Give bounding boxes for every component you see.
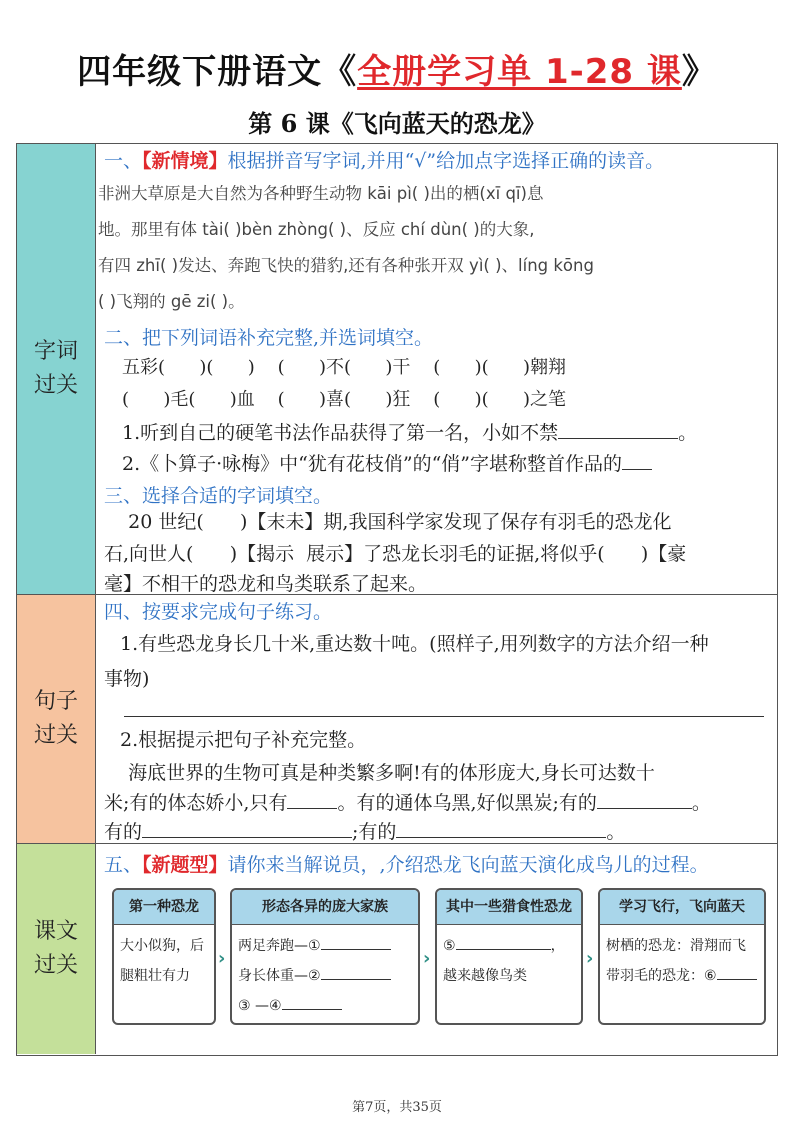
category-text-label: 课文 过关 [33, 919, 78, 978]
passage-line [104, 815, 625, 849]
section1-text: 根据拼音写字词,并用“√”给加点字选择正确的读音。 [227, 150, 665, 172]
passage-text: ;有的 [352, 821, 397, 843]
page-footer: 第7页，共35页 [352, 1100, 442, 1115]
passage-line: 有四 zhī( )发达、奔跑飞快的猎豹,还有各种张开双 yì( )、líng kōng [98, 256, 594, 275]
question-text: 2.根据提示把句子补充完整。 [120, 729, 367, 751]
question-end: 。 [678, 422, 698, 444]
section3-heading: 三、选择合适的字词填空。 [104, 485, 333, 507]
arrow-right-icon: › [218, 948, 226, 969]
category-sentence-label: 句子 过关 [33, 689, 78, 748]
card-line-text: ， [550, 938, 565, 954]
card-line-text: ⑤ [443, 938, 456, 954]
passage-line: 非洲大草原是大自然为各种野生动物 kāi pì( )出的栖(xī qī)息 [98, 184, 544, 203]
section1-heading [104, 146, 664, 173]
title-prefix: 四年级下册语文《 [77, 52, 358, 92]
answer-blank[interactable] [142, 818, 352, 838]
card-body [232, 925, 418, 1025]
card-title: 学习飞行，飞向蓝天 [600, 890, 764, 925]
section5-text: 请你来当解说员，,介绍恐龙飞向蓝天演化成鸟儿的过程。 [227, 854, 709, 876]
category-sentence [17, 594, 96, 843]
passage-line: 石,向世人( )【揭示 展示】了恐龙长羽毛的证据,将似乎( )【豪 [104, 543, 687, 565]
category-word-label: 字词 过关 [33, 339, 78, 398]
passage-line: 海底世界的生物可真是种类繁多啊!有的体形庞大,身长可达数十 [104, 762, 655, 784]
answer-blank[interactable] [456, 935, 551, 950]
flow-card-3 [435, 888, 583, 1025]
answer-blank[interactable] [558, 419, 678, 439]
card-body [437, 925, 581, 997]
flow-card-4 [598, 888, 766, 1025]
card-line-text: 带羽毛的恐龙：⑥ [606, 968, 717, 984]
passage-line: 20 世纪( )【末未】期,我国科学家发现了保存有羽毛的恐龙化 [104, 511, 672, 533]
section1-number: 一、 [104, 150, 143, 172]
passage-text: 。 [606, 821, 626, 843]
card-title: 第一种恐龙 [114, 890, 214, 925]
card-line-text: 两足奔跑—① [238, 938, 321, 954]
passage-text: 米;有的体态娇小,只有 [104, 792, 288, 814]
arrow-right-icon: › [586, 948, 594, 969]
question-text: 2.《卜算子·咏梅》中“犹有花枝俏”的“俏”字堪称整首作品的 [122, 453, 623, 475]
flow-card-2 [230, 888, 420, 1025]
card-line-text: ③ —④ [238, 998, 282, 1014]
answer-blank[interactable] [396, 818, 606, 838]
answer-blank[interactable] [282, 995, 342, 1010]
passage-text: 有的 [104, 821, 143, 843]
card-line [443, 931, 575, 961]
card-line [606, 961, 758, 991]
section4-heading: 四、按要求完成句子练习。 [104, 601, 333, 623]
page-title [0, 44, 794, 93]
question-text: 1.听到自己的硬笔书法作品获得了第一名，小如不禁 [122, 422, 559, 444]
passage-line: 地。那里有体 tài( )bèn zhòng( )、反应 chí dùn( )的大象, [98, 220, 535, 239]
arrow-right-icon: › [423, 948, 431, 969]
card-title: 其中一些猎食性恐龙 [437, 890, 581, 925]
flow-card-1 [112, 888, 216, 1025]
card-title: 形态各异的庞大家族 [232, 890, 418, 925]
category-word [17, 144, 96, 594]
section5-tag: 【新题型】 [142, 854, 228, 876]
fill-question [122, 447, 652, 481]
passage-text: 。有的通体乌黑,好似黑炭;有的 [337, 792, 597, 814]
section5-heading [104, 850, 709, 877]
passage-line: ( )飞翔的 gē zi( )。 [98, 292, 245, 311]
answer-line[interactable] [124, 716, 764, 717]
question-text: 事物) [104, 668, 150, 690]
category-text [17, 843, 96, 1054]
card-body [114, 925, 214, 997]
passage-text: 。 [691, 792, 711, 814]
card-line [238, 961, 412, 991]
card-body [600, 925, 764, 997]
question-text: 1.有些恐龙身长几十米,重达数十吨。(照样子,用列数字的方法介绍一种 [120, 633, 709, 655]
section1-tag: 【新情境】 [142, 150, 228, 172]
idiom-row: ( )毛( )血 ( )喜( )狂 ( )( )之笔 [122, 389, 567, 410]
card-line: 大小似狗，后 [120, 938, 204, 954]
card-line: 越来越像鸟类 [443, 968, 527, 984]
section5-number: 五、 [104, 854, 143, 876]
card-line: 腿粗壮有力 [120, 968, 190, 984]
title-suffix: 》 [681, 52, 717, 92]
passage-line: 毫】不相干的恐龙和鸟类联系了起来。 [104, 573, 428, 595]
answer-blank[interactable] [597, 789, 692, 809]
card-line-text: 身长体重—② [238, 968, 321, 984]
answer-blank[interactable] [622, 450, 652, 470]
card-line: 树栖的恐龙：滑翔而飞 [606, 938, 746, 954]
answer-blank[interactable] [717, 965, 757, 980]
card-line [238, 991, 412, 1021]
title-highlight: 全册学习单 1-28 课 [357, 52, 682, 92]
answer-blank[interactable] [321, 935, 391, 950]
idiom-row: 五彩( )( ) ( )不( )干 ( )( )翱翔 [122, 357, 567, 378]
answer-blank[interactable] [321, 965, 391, 980]
lesson-subtitle: 第 6 课《飞向蓝天的恐龙》 [248, 109, 546, 138]
card-line [238, 931, 412, 961]
answer-blank[interactable] [287, 789, 337, 809]
fill-question [122, 416, 697, 450]
section2-heading: 二、把下列词语补充完整,并选词填空。 [104, 327, 434, 349]
